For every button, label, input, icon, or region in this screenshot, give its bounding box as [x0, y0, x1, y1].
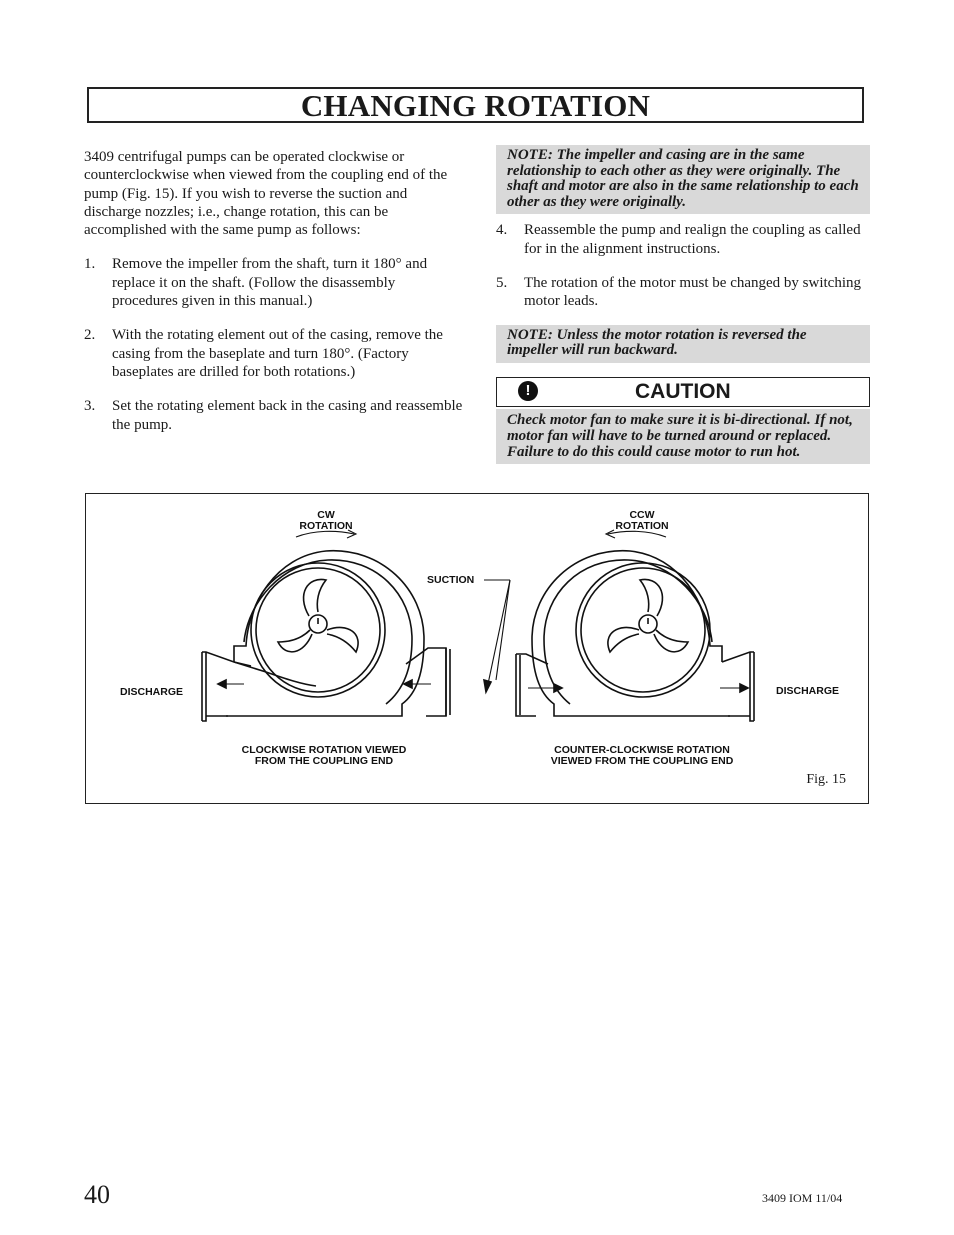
- caution-text: Check motor fan to make sure it is bi-directional. If not, motor fan will have to be turned around or replaced. Failure to do this could cause motor to run hot.: [496, 409, 870, 465]
- note-impeller-casing: NOTE: The impeller and casing are in the same relationship to each other as they were originally. The shaft and motor are also in the same relationship to each other as they were originally.: [496, 145, 870, 214]
- list-item: [84, 255, 464, 310]
- step-number: 1.: [84, 256, 96, 273]
- rotation-figure: [85, 493, 869, 804]
- list-item: [496, 274, 870, 311]
- ccw-pump-drawing: [516, 530, 754, 721]
- footer-doc-id: 3409 IOM 11/04: [762, 1191, 843, 1205]
- right-column: [496, 145, 870, 464]
- ccw-label: CCW: [629, 509, 655, 521]
- suction-leader: [484, 580, 510, 692]
- intro-paragraph: 3409 centrifugal pumps can be operated clockwise or counterclockwise when viewed from the coupling end of the pump (Fig. 15). If you wish to reverse the suction and discharge nozzles; i.e., change rotation, this can be accomplished with the same pump as follows:: [84, 149, 448, 239]
- list-item: [84, 397, 464, 434]
- step-text: Set the rotating element back in the casing and reassemble the pump.: [112, 398, 463, 433]
- caution-header: [496, 377, 870, 407]
- page-number: 40: [84, 1180, 110, 1209]
- step-text: Remove the impeller from the shaft, turn it 180° and replace it on the shaft. (Follow the disassembly procedures given in this manual.): [112, 256, 428, 310]
- ccw-rotation-label: ROTATION: [615, 520, 669, 532]
- cw-rotation-label: ROTATION: [299, 520, 353, 532]
- step-number: 4.: [496, 222, 508, 239]
- discharge-right-label: DISCHARGE: [776, 685, 840, 697]
- discharge-left-label: DISCHARGE: [120, 686, 184, 698]
- step-text: With the rotating element out of the casing, remove the casing from the baseplate and turn 180°. (Factory baseplates are drilled for both rotations.): [112, 327, 443, 380]
- list-item: [496, 221, 870, 258]
- cw-caption-line-1: CLOCKWISE ROTATION VIEWED: [241, 744, 407, 756]
- cw-caption-line-2: FROM THE COUPLING END: [254, 755, 394, 767]
- figure-caption: Fig. 15: [806, 772, 846, 787]
- exclamation-icon: !: [518, 381, 538, 401]
- step-text: The rotation of the motor must be changed by switching motor leads.: [524, 274, 862, 310]
- cw-pump-drawing: [202, 530, 450, 721]
- step-number: 3.: [84, 398, 96, 415]
- page-title: CHANGING ROTATION: [300, 88, 651, 123]
- step-number: 5.: [496, 274, 508, 291]
- ccw-caption-line-2: VIEWED FROM THE COUPLING END: [550, 755, 734, 767]
- ccw-caption-line-1: COUNTER-CLOCKWISE ROTATION: [554, 744, 730, 756]
- caution-label: CAUTION: [635, 379, 731, 403]
- title-box: [87, 87, 864, 123]
- list-item: [84, 326, 464, 381]
- pump-diagram: [86, 494, 870, 805]
- cw-label: CW: [317, 509, 335, 521]
- step-number: 2.: [84, 327, 96, 344]
- step-text: Reassemble the pump and realign the coupling as called for in the alignment instructions.: [524, 222, 861, 257]
- note-motor-rotation: NOTE: Unless the motor rotation is reversed the impeller will run backward.: [496, 325, 870, 363]
- suction-label: SUCTION: [427, 574, 475, 586]
- left-column: [84, 148, 464, 434]
